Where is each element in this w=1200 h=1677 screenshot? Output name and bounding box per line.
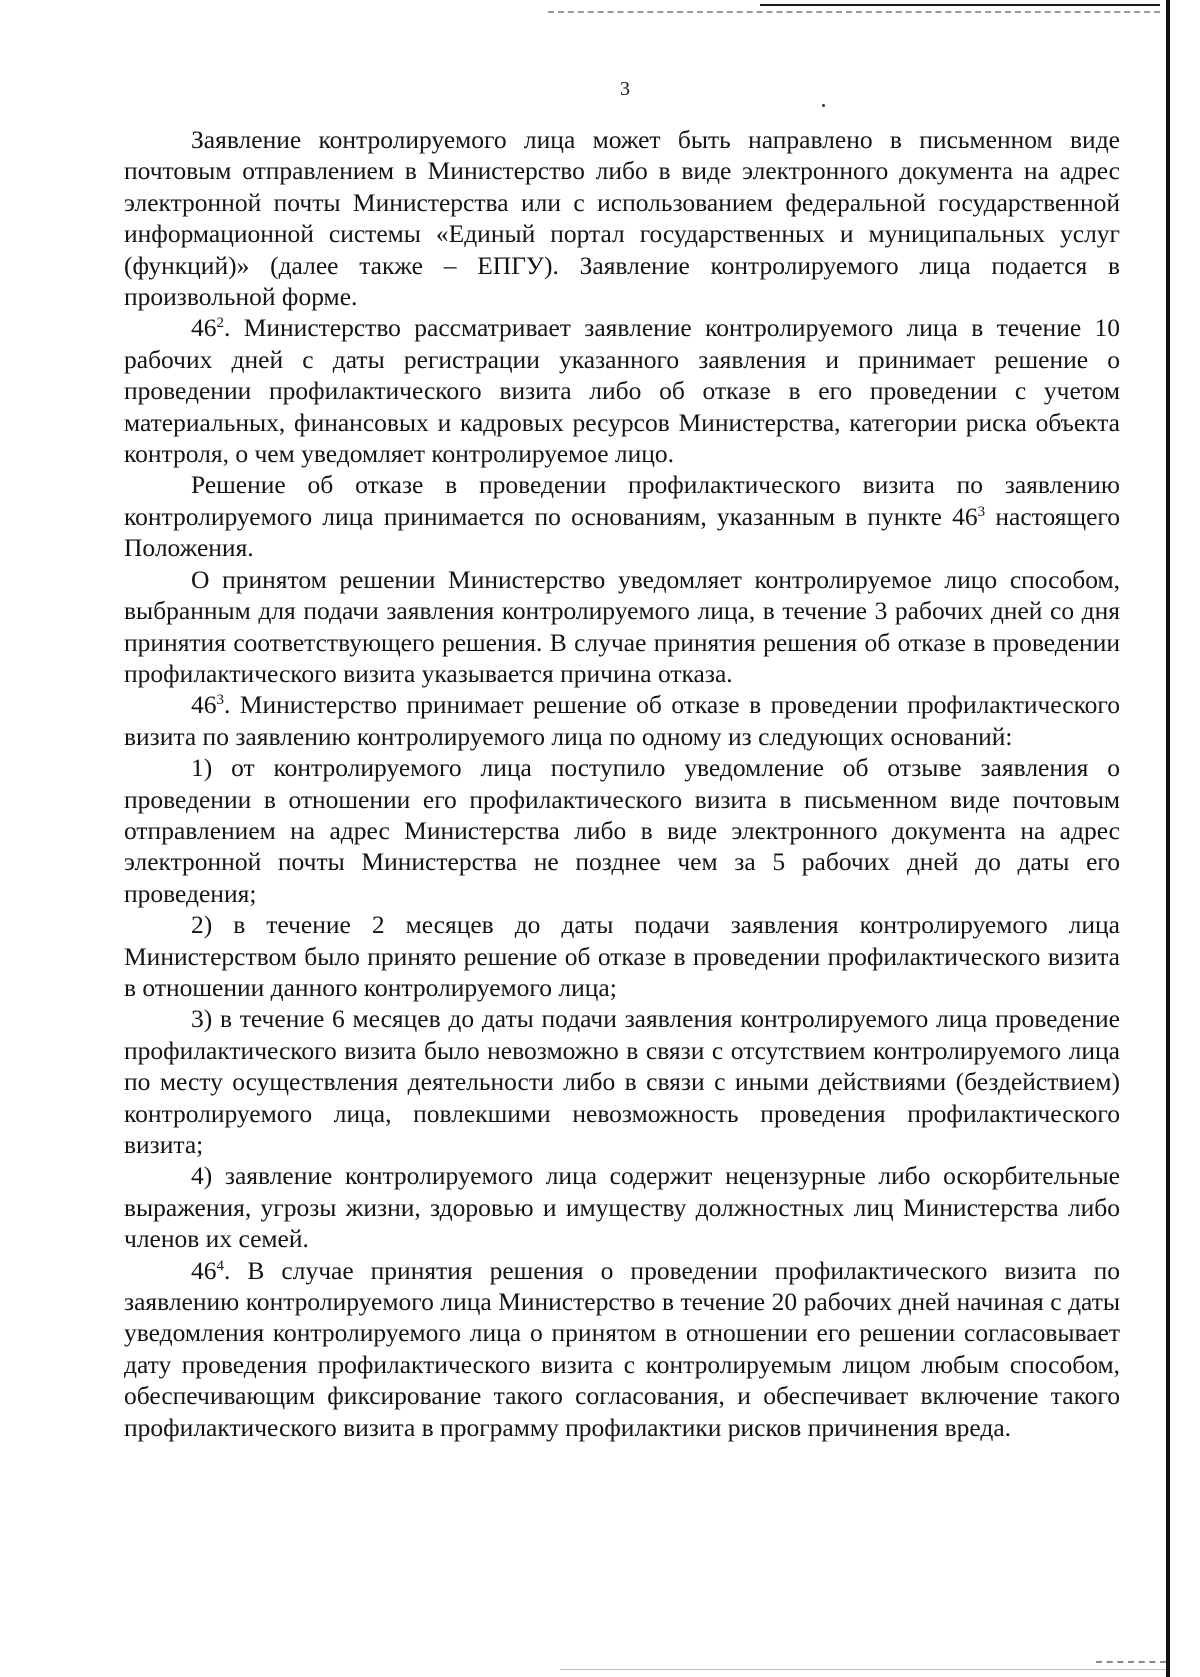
list-item-1: 1) от контролируемого лица поступило уведомление об отзыве заявления о проведении в отношении его профилактического визита в письменном виде почтовым отправлением на адрес Министерства либо в виде электронного документа на адрес электронной почты Министерства не позднее чем за 5 рабочих дней до даты его проведения; [124, 753, 1120, 908]
clause-number: 46 [191, 1255, 217, 1285]
list-item-2: 2) в течение 2 месяцев до даты подачи заявления контролируемого лица Министерством было принято решение об отказе в проведении профилактического визита в отношении данного контролируемого лица; [124, 910, 1120, 1002]
clause-number: 46 [191, 690, 217, 720]
list-item-4: 4) заявление контролируемого лица содержит нецензурные либо оскорбительные выражения, угрозы жизни, здоровью и имуществу должностных лиц Министерства либо членов их семей. [124, 1161, 1120, 1254]
scan-edge-dashes [548, 11, 1160, 13]
scan-edge-line-bottom [560, 1669, 1166, 1670]
paragraph-46-2 [124, 312, 1120, 469]
clause-superscript: 3 [977, 503, 986, 520]
paragraph-46-4 [124, 1255, 1120, 1443]
clause-text: . Министерство рассматривает заявление контролируемого лица в течение 10 рабочих дней с даты регистрации указанного заявления и принимает решение о проведении профилактического визита либо об отказе в его проведении с учетом материальных, финансовых и кадровых ресурсов Министерства, категории риска объекта контроля, о чем уведомляет контролируемое лицо. [124, 313, 1120, 469]
clause-text: Решение об отказе в проведении профилактического визита по заявлению контролируемого лица принимается по основаниям, указанным в пункте 46 [124, 470, 1120, 531]
clause-text: . Министерство принимает решение об отказе в проведении профилактического визита по заявлению контролируемого лица по одному из следующих оснований: [124, 690, 1120, 751]
clause-text: . В случае принятия решения о проведении профилактического визита по заявлению контролируемого лица Министерство в течение 20 рабочих дней начиная с даты уведомления контролируемого лица о принятом в отношении его решении согласовывает дату проведения профилактического визита с контролируемым лицом любым способом, обеспечивающим фиксирование такого согласования, и обеспечивает включение такого профилактического визита в программу профилактики рисков причинения вреда. [124, 1255, 1120, 1442]
paragraph-refusal-grounds [124, 469, 1120, 563]
scan-speck [822, 104, 825, 107]
paragraph-application-method: Заявление контролируемого лица может быть направлено в письменном виде почтовым отправлением в Министерство либо в виде электронного документа на адрес электронной почты Министерства или с использованием федеральной государственной информационной системы «Единый портал государственных и муниципальных услуг (функций)» (далее также – ЕПГУ). Заявление контролируемого лица подается в произвольной форме. [124, 125, 1120, 312]
page-number: 3 [620, 78, 630, 100]
clause-superscript: 4 [216, 1257, 224, 1274]
clause-superscript: 3 [216, 692, 224, 709]
clause-superscript: 2 [216, 315, 224, 332]
paragraph-decision-notice: О принятом решении Министерство уведомляет контролируемое лицо способом, выбранным для подачи заявления контролируемого лица, в течение 3 рабочих дней со дня принятия соответствующего решения. В случае принятия решения об отказе в проведении профилактического визита указывается причина отказа. [124, 564, 1120, 688]
scan-edge-line [760, 4, 1160, 6]
list-item-3: 3) в течение 6 месяцев до даты подачи заявления контролируемого лица проведение профилактического визита было невозможно в связи с отсутствием контролируемого лица по месту осуществления деятельности либо в связи с иными действиями (бездействием) контролируемого лица, повлекшими невозможность проведения профилактического визита; [124, 1004, 1120, 1159]
clause-text-tail: настоящего Положения. [124, 501, 1120, 563]
paragraph-46-3 [124, 689, 1120, 752]
clause-number: 46 [191, 313, 217, 343]
scan-edge-dashes-bottom [1096, 1661, 1166, 1663]
scan-edge-border [1166, 0, 1170, 1677]
document-body [124, 124, 1120, 1443]
